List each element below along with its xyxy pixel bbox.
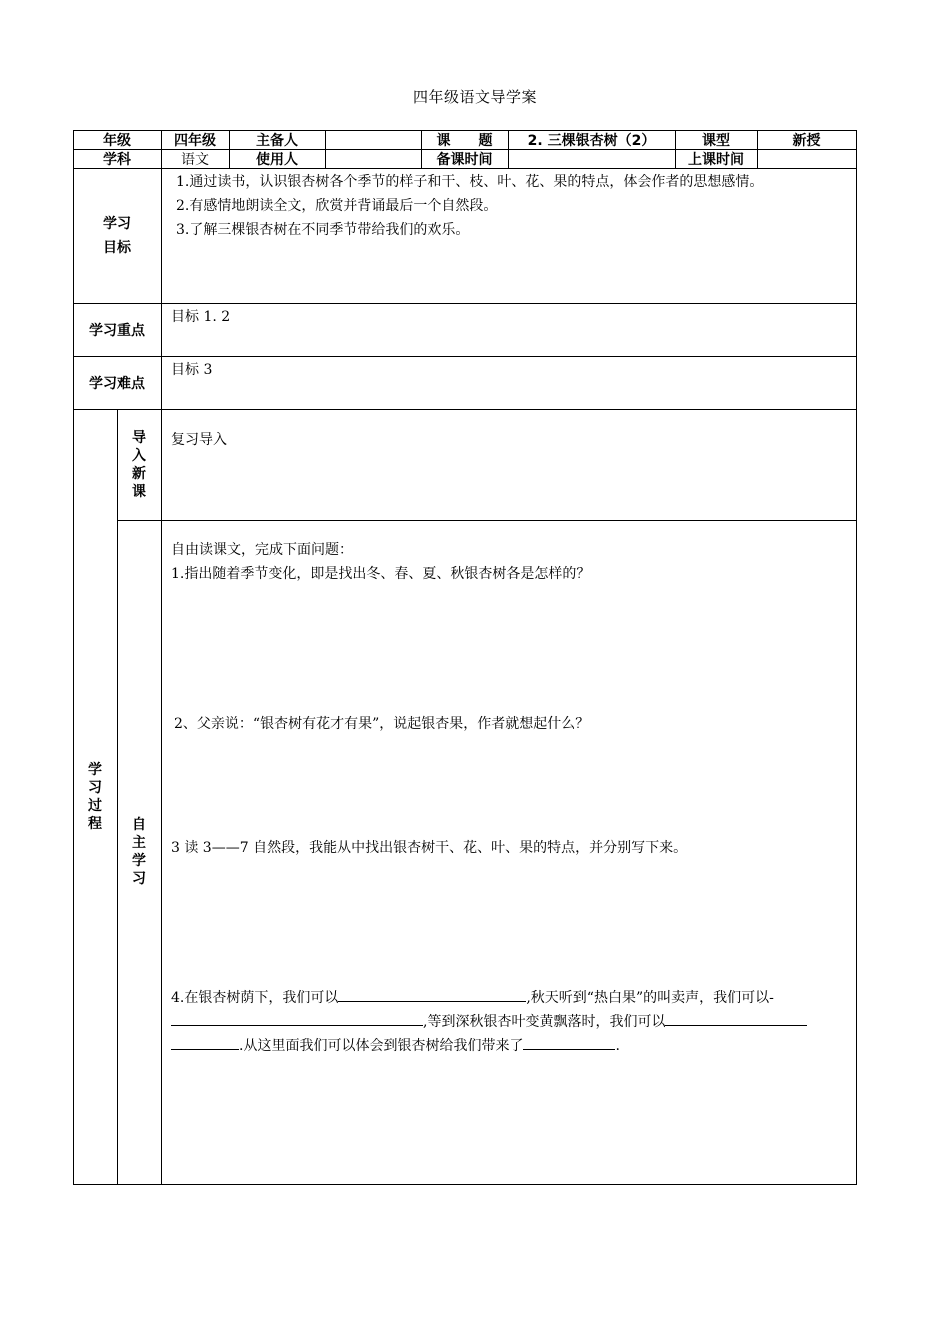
grade-label: 年级 [103, 132, 131, 149]
user-label: 使用人 [256, 151, 298, 168]
self-study-label-char-1: 自 [132, 817, 146, 833]
process-label-char-4: 程 [88, 816, 102, 832]
q4-text-1: 4.在银杏树荫下，我们可以 [171, 990, 339, 1006]
self-study-label [117, 520, 161, 1184]
self-study-label-char-2: 主 [132, 835, 146, 851]
goals-list [176, 170, 854, 242]
type-value: 新授 [792, 132, 821, 149]
goal-item-2: 2.有感情地朗读全文，欣赏并背诵最后一个自然段。 [176, 198, 498, 214]
subject-value: 语文 [181, 151, 209, 168]
class-time-value [757, 149, 856, 168]
answer-blank-5[interactable] [523, 1035, 615, 1050]
goal-item-1: 1.通过读书，认识银杏树各个季节的样子和干、枝、叶、花、果的特点，体会作者的思想感情。 [176, 174, 764, 190]
goals-label-line2: 目标 [103, 239, 131, 256]
q4-text-4: .从这里面我们可以体会到银杏树给我们带来了 [239, 1038, 524, 1054]
self-study-label-char-4: 习 [132, 871, 146, 887]
goals-label [73, 168, 161, 303]
intro-label-char-1: 导 [132, 429, 146, 446]
key-points-value: 目标 1. 2 [171, 309, 231, 325]
prep-time-value [508, 149, 675, 168]
q4-text-2: ,秋天听到“热白果”的叫卖声，我们可以- [526, 990, 774, 1006]
difficulties-label: 学习难点 [89, 375, 145, 392]
q4-text-5: . [615, 1038, 620, 1054]
question-3: 3 读 3——7 自然段，我能从中找出银杏树干、花、叶、果的特点，并分别写下来。 [171, 840, 688, 856]
topic-value: 2. 三棵银杏树（2） [527, 132, 656, 149]
self-study-label-char-3: 学 [132, 853, 146, 869]
process-label-char-3: 过 [88, 798, 102, 814]
answer-blank-3[interactable] [665, 1011, 807, 1026]
answer-blank-2[interactable] [171, 1011, 423, 1026]
user-value [325, 149, 421, 168]
preparer-label: 主备人 [256, 132, 298, 149]
question-2: 2、父亲说：“银杏树有花才有果”，说起银杏果，作者就想起什么？ [174, 716, 590, 732]
prep-time-label: 备课时间 [436, 151, 493, 168]
process-label-char-2: 习 [88, 780, 102, 796]
topic-label: 课 题 [436, 132, 493, 149]
answer-blank-1[interactable] [338, 987, 526, 1002]
preparer-value [325, 130, 421, 149]
intro-content: 复习导入 [171, 432, 227, 448]
self-study-lead: 自由读课文，完成下面问题： [171, 542, 353, 558]
grade-value: 四年级 [174, 132, 216, 149]
class-time-label: 上课时间 [688, 151, 744, 168]
process-label [73, 409, 117, 1185]
question-4 [171, 986, 853, 1058]
answer-blank-4[interactable] [171, 1035, 239, 1050]
difficulties-value: 目标 3 [171, 362, 213, 378]
goal-item-3: 3.了解三棵银杏树在不同季节带给我们的欢乐。 [176, 222, 470, 238]
intro-label [117, 409, 161, 520]
q4-text-3: ,等到深秋银杏叶变黄飘落时，我们可以 [423, 1014, 666, 1030]
intro-label-char-2: 入 [132, 447, 146, 464]
intro-label-char-4: 课 [132, 483, 146, 500]
question-1: 1.指出随着季节变化，即是找出冬、春、夏、秋银杏树各是怎样的？ [171, 566, 591, 582]
key-points-label: 学习重点 [89, 322, 145, 339]
type-label: 课型 [702, 132, 730, 149]
goals-label-line1: 学习 [103, 215, 131, 232]
subject-label: 学科 [103, 151, 131, 168]
intro-label-char-3: 新 [132, 465, 146, 482]
process-label-char-1: 学 [88, 762, 102, 778]
page-title: 四年级语文导学案 [412, 88, 537, 106]
